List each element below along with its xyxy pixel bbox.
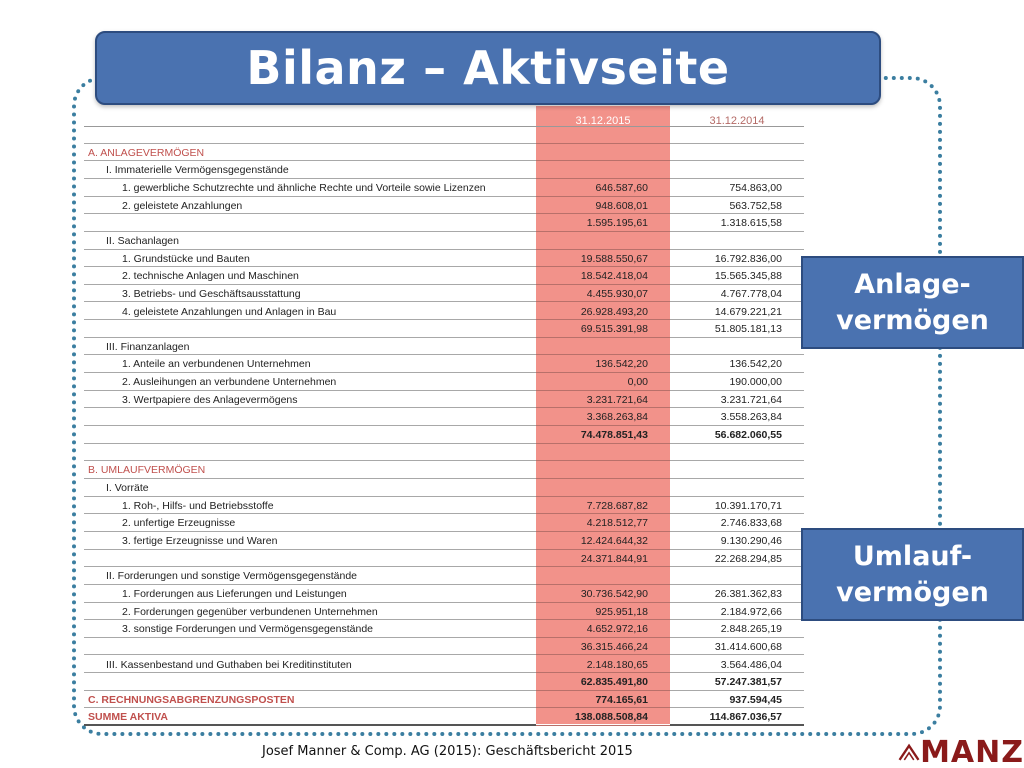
umlauf-line-2: vermögen	[836, 576, 989, 608]
table-row	[84, 638, 804, 656]
value-2014: 51.805.181,13	[714, 323, 782, 336]
value-2014: 136.542,20	[729, 358, 782, 371]
umlaufvermoegen-label-box	[801, 528, 1024, 621]
row-label: 1. Anteile an verbundenen Unternehmen	[122, 358, 311, 371]
table-row	[84, 232, 804, 250]
value-2015: 1.595.195,61	[586, 217, 648, 230]
umlauf-line-1: Umlauf-	[852, 540, 973, 572]
row-label: III. Kassenbestand und Guthaben bei Kreditinstituten	[106, 658, 352, 671]
value-2015: 0,00	[627, 376, 648, 389]
slide-title: Bilanz – Aktivseite	[246, 41, 730, 95]
row-label: 3. Wertpapiere des Anlagevermögens	[122, 393, 298, 406]
value-2015: 69.515.391,98	[580, 323, 648, 336]
table-row	[84, 708, 804, 726]
value-2015: 3.231.721,64	[586, 393, 648, 406]
table-row	[84, 391, 804, 409]
table-row	[84, 197, 804, 215]
table-row	[84, 267, 804, 285]
value-2015: 2.148.180,65	[586, 658, 648, 671]
row-label: C. RECHNUNGSABGRENZUNGSPOSTEN	[88, 693, 295, 706]
table-row	[84, 285, 804, 303]
balance-sheet-table	[84, 106, 806, 726]
value-2015: 4.652.972,16	[586, 623, 648, 636]
value-2015: 138.088.508,84	[575, 711, 648, 724]
table-row	[84, 144, 804, 162]
manz-logo	[898, 736, 1024, 768]
value-2015: 774.165,61	[595, 693, 648, 706]
table-row	[84, 320, 804, 338]
value-2015: 19.588.550,67	[580, 252, 648, 265]
table-row	[84, 444, 804, 462]
value-2014: 2.184.972,66	[720, 605, 782, 618]
row-label: 3. sonstige Forderungen und Vermögensgegenstände	[122, 623, 374, 636]
table-row	[84, 603, 804, 621]
table-row	[84, 250, 804, 268]
table-row	[84, 355, 804, 373]
table-row	[84, 497, 804, 515]
row-label: A. ANLAGEVERMÖGEN	[88, 146, 205, 159]
anlagevermoegen-label-box	[801, 256, 1024, 349]
value-2014: 937.594,45	[729, 693, 782, 706]
row-divider	[84, 724, 536, 726]
table-row	[84, 338, 804, 356]
table-row	[84, 691, 804, 709]
value-2014: 57.247.381,57	[714, 676, 782, 689]
header-previous-year: 31.12.2014	[709, 115, 765, 127]
value-2015: 948.608,01	[595, 199, 648, 212]
value-2015: 12.424.644,32	[580, 534, 648, 547]
value-2014: 3.231.721,64	[720, 393, 782, 406]
value-2014: 190.000,00	[729, 376, 782, 389]
row-divider	[536, 725, 670, 726]
value-2014: 563.752,58	[729, 199, 782, 212]
table-row	[84, 585, 804, 603]
value-2015: 3.368.263,84	[586, 411, 648, 424]
row-label: 3. Betriebs- und Geschäftsausstattung	[122, 287, 301, 300]
value-2015: 18.542.418,04	[580, 270, 648, 283]
table-row	[84, 161, 804, 179]
value-2014: 754.863,00	[729, 181, 782, 194]
value-2014: 26.381.362,83	[714, 587, 782, 600]
row-label: II. Sachanlagen	[106, 234, 179, 247]
manz-logo-icon	[898, 740, 920, 764]
table-row	[84, 373, 804, 391]
table-row	[84, 126, 804, 144]
header-current-year: 31.12.2015	[575, 115, 631, 127]
row-label: 1. Roh-, Hilfs- und Betriebsstoffe	[122, 499, 274, 512]
value-2014: 2.848.265,19	[720, 623, 782, 636]
value-2014: 56.682.060,55	[714, 429, 782, 442]
table-row	[84, 673, 804, 691]
table-row	[84, 426, 804, 444]
value-2015: 7.728.687,82	[586, 499, 648, 512]
table-row	[84, 408, 804, 426]
value-2014: 16.792.836,00	[714, 252, 782, 265]
value-2015: 30.736.542,90	[580, 587, 648, 600]
value-2015: 4.455.930,07	[586, 287, 648, 300]
value-2015: 24.371.844,91	[580, 552, 648, 565]
row-label: SUMME AKTIVA	[88, 711, 168, 724]
row-label: II. Forderungen und sonstige Vermögensgegenstände	[106, 570, 358, 583]
value-2014: 31.414.600,68	[714, 640, 782, 653]
table-row	[84, 461, 804, 479]
table-row	[84, 179, 804, 197]
value-2015: 62.835.491,80	[580, 676, 648, 689]
row-label: I. Vorräte	[106, 482, 149, 494]
value-2014: 1.318.615,58	[720, 217, 782, 230]
value-2014: 3.558.263,84	[720, 411, 782, 424]
value-2015: 74.478.851,43	[580, 429, 648, 442]
table-row	[84, 532, 804, 550]
row-label: 3. fertige Erzeugnisse und Waren	[122, 534, 278, 547]
value-2014: 10.391.170,71	[714, 499, 782, 512]
table-row	[84, 303, 804, 321]
value-2014: 14.679.221,21	[714, 305, 782, 318]
table-row	[84, 550, 804, 568]
value-2014: 22.268.294,85	[714, 552, 782, 565]
row-label: I. Immaterielle Vermögensgegenstände	[106, 164, 289, 177]
table-row	[84, 620, 804, 638]
row-label: III. Finanzanlagen	[106, 340, 190, 353]
row-label: 2. unfertige Erzeugnisse	[122, 517, 236, 530]
value-2015: 925.951,18	[595, 605, 648, 618]
value-2014: 9.130.290,46	[720, 534, 782, 547]
value-2014: 114.867.036,57	[709, 711, 782, 724]
row-label: 1. gewerbliche Schutzrechte und ähnliche Rechte und Vorteile sowie Lizenzen	[122, 181, 486, 194]
row-label: 2. technische Anlagen und Maschinen	[122, 270, 299, 283]
row-label: 4. geleistete Anzahlungen und Anlagen in Bau	[122, 305, 337, 318]
value-2015: 646.587,60	[595, 181, 648, 194]
row-label: 2. Ausleihungen an verbundene Unternehmen	[122, 376, 337, 389]
value-2015: 4.218.512,77	[586, 517, 648, 530]
title-banner	[95, 31, 881, 105]
anlage-line-2: vermögen	[836, 304, 989, 336]
row-label: 2. geleistete Anzahlungen	[122, 199, 243, 212]
row-label: 1. Forderungen aus Lieferungen und Leistungen	[122, 587, 347, 600]
anlage-line-1: Anlage-	[854, 268, 971, 300]
value-2015: 136.542,20	[595, 358, 648, 371]
value-2014: 3.564.486,04	[720, 658, 782, 671]
value-2014: 15.565.345,88	[714, 270, 782, 283]
row-label: B. UMLAUFVERMÖGEN	[88, 464, 206, 477]
row-label: 1. Grundstücke und Bauten	[122, 252, 250, 265]
table-row	[84, 656, 804, 674]
row-divider	[670, 724, 804, 726]
row-label: 2. Forderungen gegenüber verbundenen Unternehmen	[122, 605, 378, 618]
value-2014: 4.767.778,04	[720, 287, 782, 300]
value-2015: 36.315.466,24	[580, 640, 648, 653]
source-citation: Josef Manner & Comp. AG (2015): Geschäftsbericht 2015	[262, 744, 633, 759]
table-row	[84, 214, 804, 232]
manz-logo-text: MANZ	[920, 734, 1024, 768]
value-2014: 2.746.833,68	[720, 517, 782, 530]
table-row	[84, 567, 804, 585]
table-row	[84, 479, 804, 497]
value-2015: 26.928.493,20	[580, 305, 648, 318]
table-row	[84, 514, 804, 532]
